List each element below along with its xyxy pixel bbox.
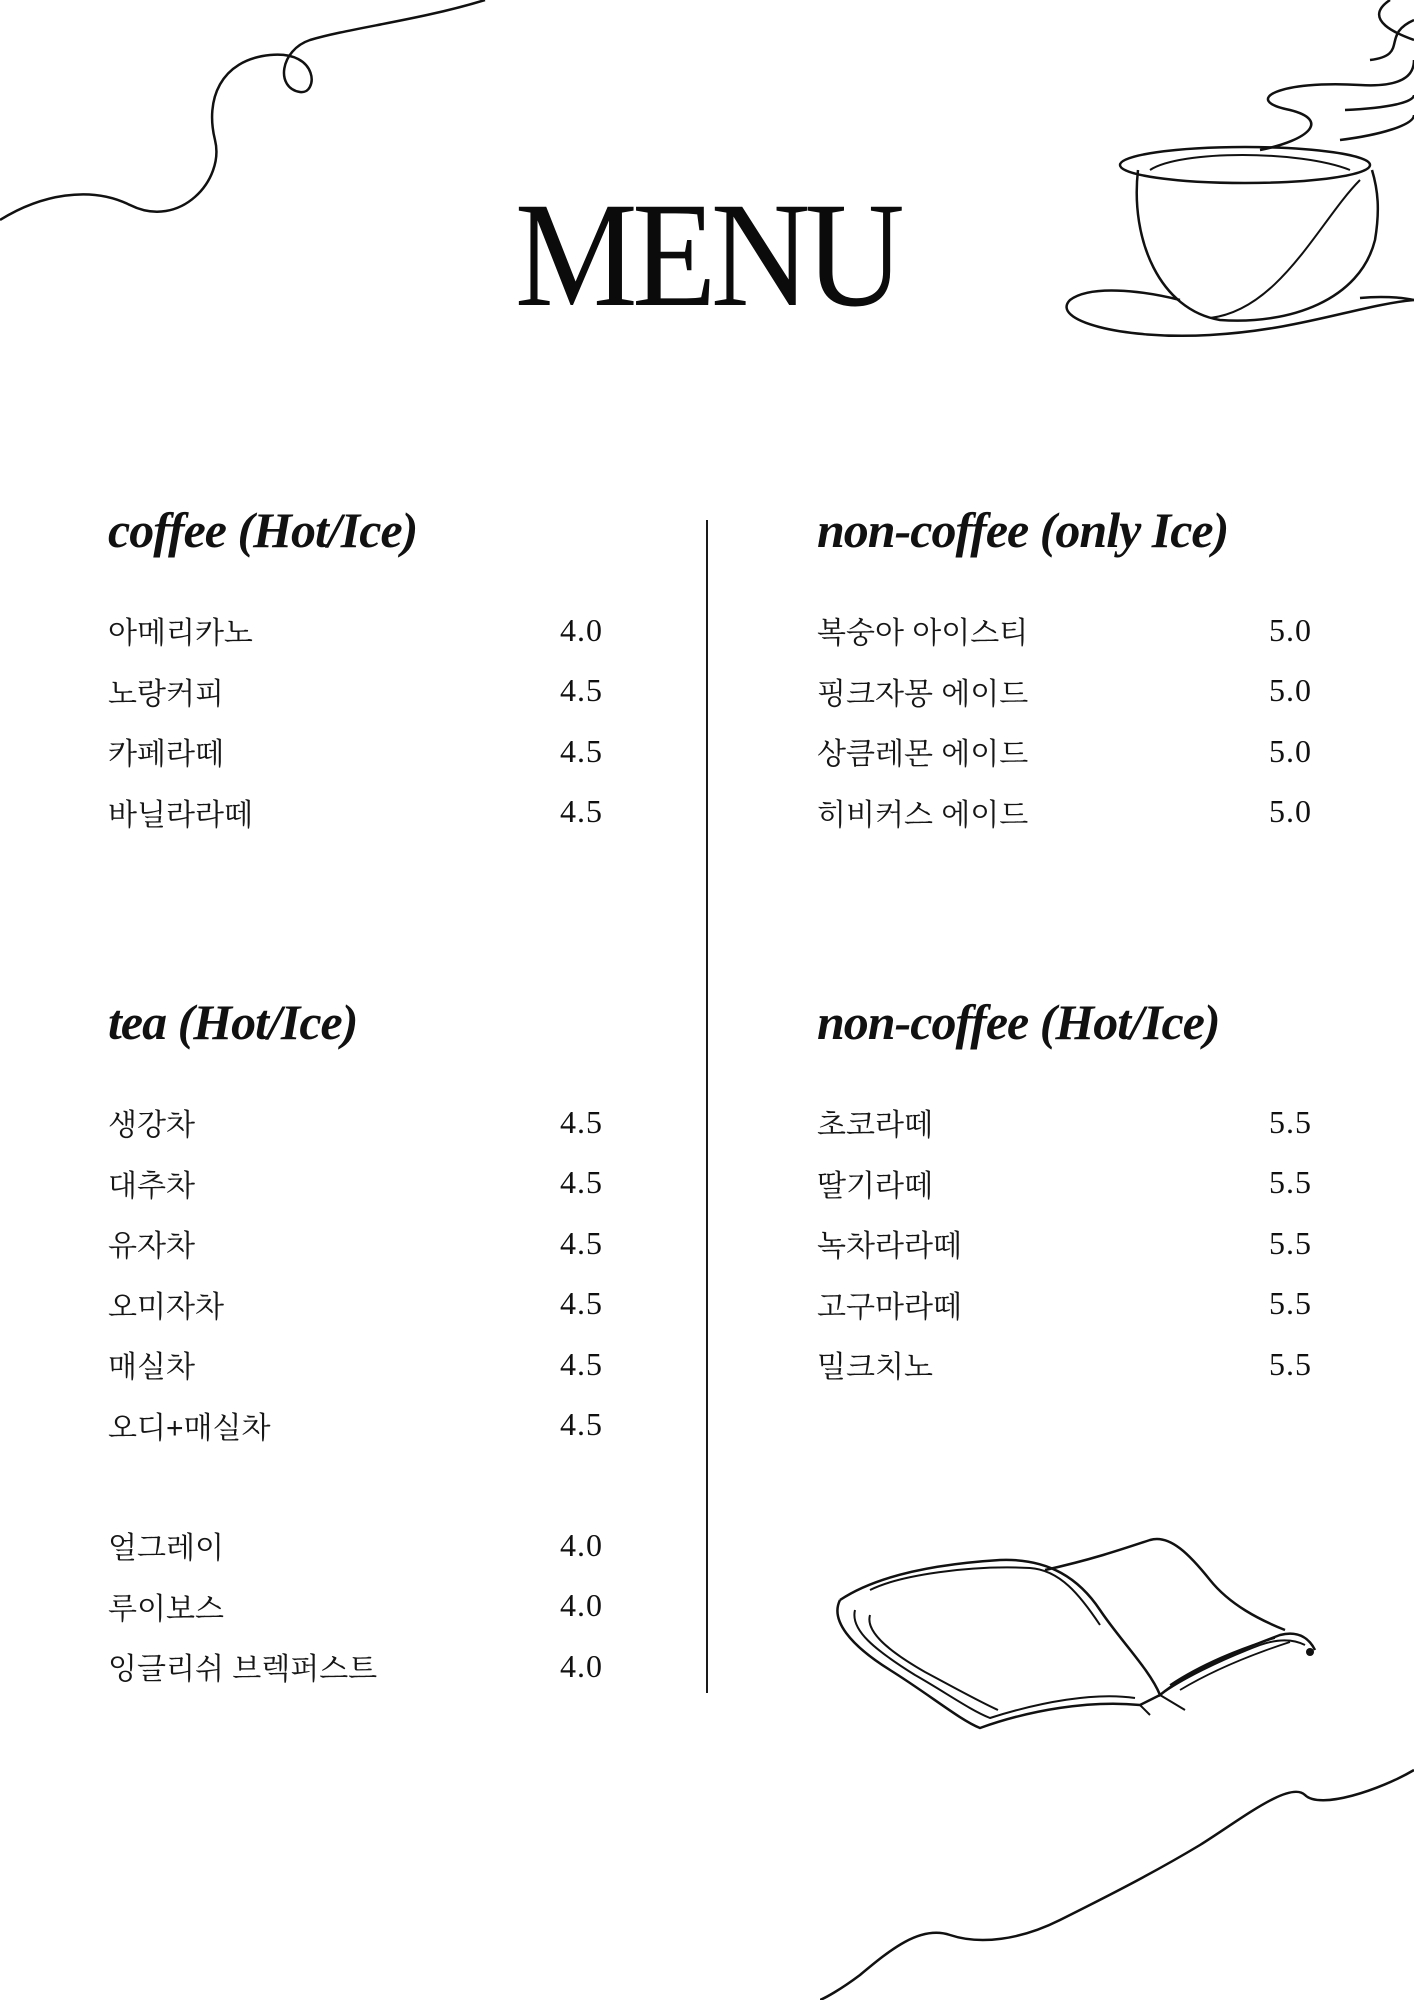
section-title: coffee (Hot/Ice)	[108, 502, 418, 558]
section-title: non-coffee (only Ice)	[817, 502, 1229, 558]
item-name: 매실차	[108, 1351, 195, 1385]
item-price: 5.5	[1269, 1345, 1312, 1382]
menu-item	[817, 600, 1312, 661]
line-wave-icon	[820, 1750, 1414, 2000]
item-name: 루이보스	[108, 1592, 224, 1626]
section-tea	[108, 992, 603, 1697]
page-title: MENU	[514, 172, 900, 338]
item-name: 밀크치노	[817, 1351, 933, 1385]
item-price: 5.0	[1269, 672, 1312, 709]
menu-item	[108, 1092, 603, 1153]
item-price: 5.5	[1269, 1285, 1312, 1322]
item-name: 잉글리쉬 브렉퍼스트	[108, 1653, 378, 1687]
menu-item	[108, 1274, 603, 1335]
item-name: 상큼레몬 에이드	[817, 738, 1029, 772]
item-price: 4.5	[560, 1103, 603, 1140]
item-price: 5.5	[1269, 1224, 1312, 1261]
menu-item	[108, 721, 603, 782]
item-price: 5.0	[1269, 793, 1312, 830]
column-divider	[706, 520, 708, 1693]
item-price: 4.0	[560, 1526, 603, 1563]
menu-item	[817, 1092, 1312, 1153]
menu-item	[817, 1213, 1312, 1274]
menu-item	[108, 1213, 603, 1274]
menu-item	[817, 1334, 1312, 1395]
item-price: 5.5	[1269, 1103, 1312, 1140]
item-group-gap	[108, 1455, 603, 1515]
item-price: 5.0	[1269, 611, 1312, 648]
item-price: 4.0	[560, 1647, 603, 1684]
item-name: 고구마라떼	[817, 1290, 962, 1324]
menu-item	[108, 661, 603, 722]
item-price: 4.5	[560, 1164, 603, 1201]
item-name: 녹차라라떼	[817, 1230, 962, 1264]
menu-item	[108, 1576, 603, 1637]
menu-item	[108, 1395, 603, 1456]
menu-item	[108, 1153, 603, 1214]
item-name: 히비커스 에이드	[817, 798, 1029, 832]
item-name: 얼그레이	[108, 1532, 224, 1566]
item-name: 카페라떼	[108, 738, 224, 772]
item-name: 대추차	[108, 1169, 195, 1203]
menu-item	[108, 1334, 603, 1395]
menu-item	[817, 1274, 1312, 1335]
item-name: 핑크자몽 에이드	[817, 677, 1029, 711]
item-name: 바닐라라떼	[108, 798, 253, 832]
menu-item	[108, 600, 603, 661]
item-name: 노랑커피	[108, 677, 224, 711]
menu-item	[108, 1515, 603, 1576]
menu-item	[108, 782, 603, 843]
section-non-coffee-hot	[817, 992, 1312, 1395]
item-price: 4.5	[560, 793, 603, 830]
item-price: 4.5	[560, 1345, 603, 1382]
item-name: 딸기라떼	[817, 1169, 933, 1203]
item-name: 초코라떼	[817, 1109, 933, 1143]
item-price: 5.0	[1269, 732, 1312, 769]
item-name: 유자차	[108, 1230, 195, 1264]
section-title: non-coffee (Hot/Ice)	[817, 994, 1220, 1050]
item-price: 4.5	[560, 1406, 603, 1443]
section-coffee	[108, 500, 603, 842]
item-price: 4.5	[560, 1224, 603, 1261]
menu-item	[817, 661, 1312, 722]
open-book-icon	[830, 1520, 1320, 1760]
item-price: 5.5	[1269, 1164, 1312, 1201]
menu-item	[817, 721, 1312, 782]
item-price: 4.5	[560, 672, 603, 709]
item-price: 4.5	[560, 1285, 603, 1322]
item-name: 복숭아 아이스티	[817, 617, 1029, 651]
menu-item	[108, 1636, 603, 1697]
item-name: 생강차	[108, 1109, 195, 1143]
menu-item	[817, 1153, 1312, 1214]
item-name: 오디+매실차	[108, 1411, 271, 1445]
item-price: 4.5	[560, 732, 603, 769]
item-name: 오미자차	[108, 1290, 224, 1324]
item-price: 4.0	[560, 1587, 603, 1624]
menu-item	[817, 782, 1312, 843]
section-title: tea (Hot/Ice)	[108, 994, 358, 1050]
section-non-coffee-ice	[817, 500, 1312, 842]
item-name: 아메리카노	[108, 617, 253, 651]
item-price: 4.0	[560, 611, 603, 648]
